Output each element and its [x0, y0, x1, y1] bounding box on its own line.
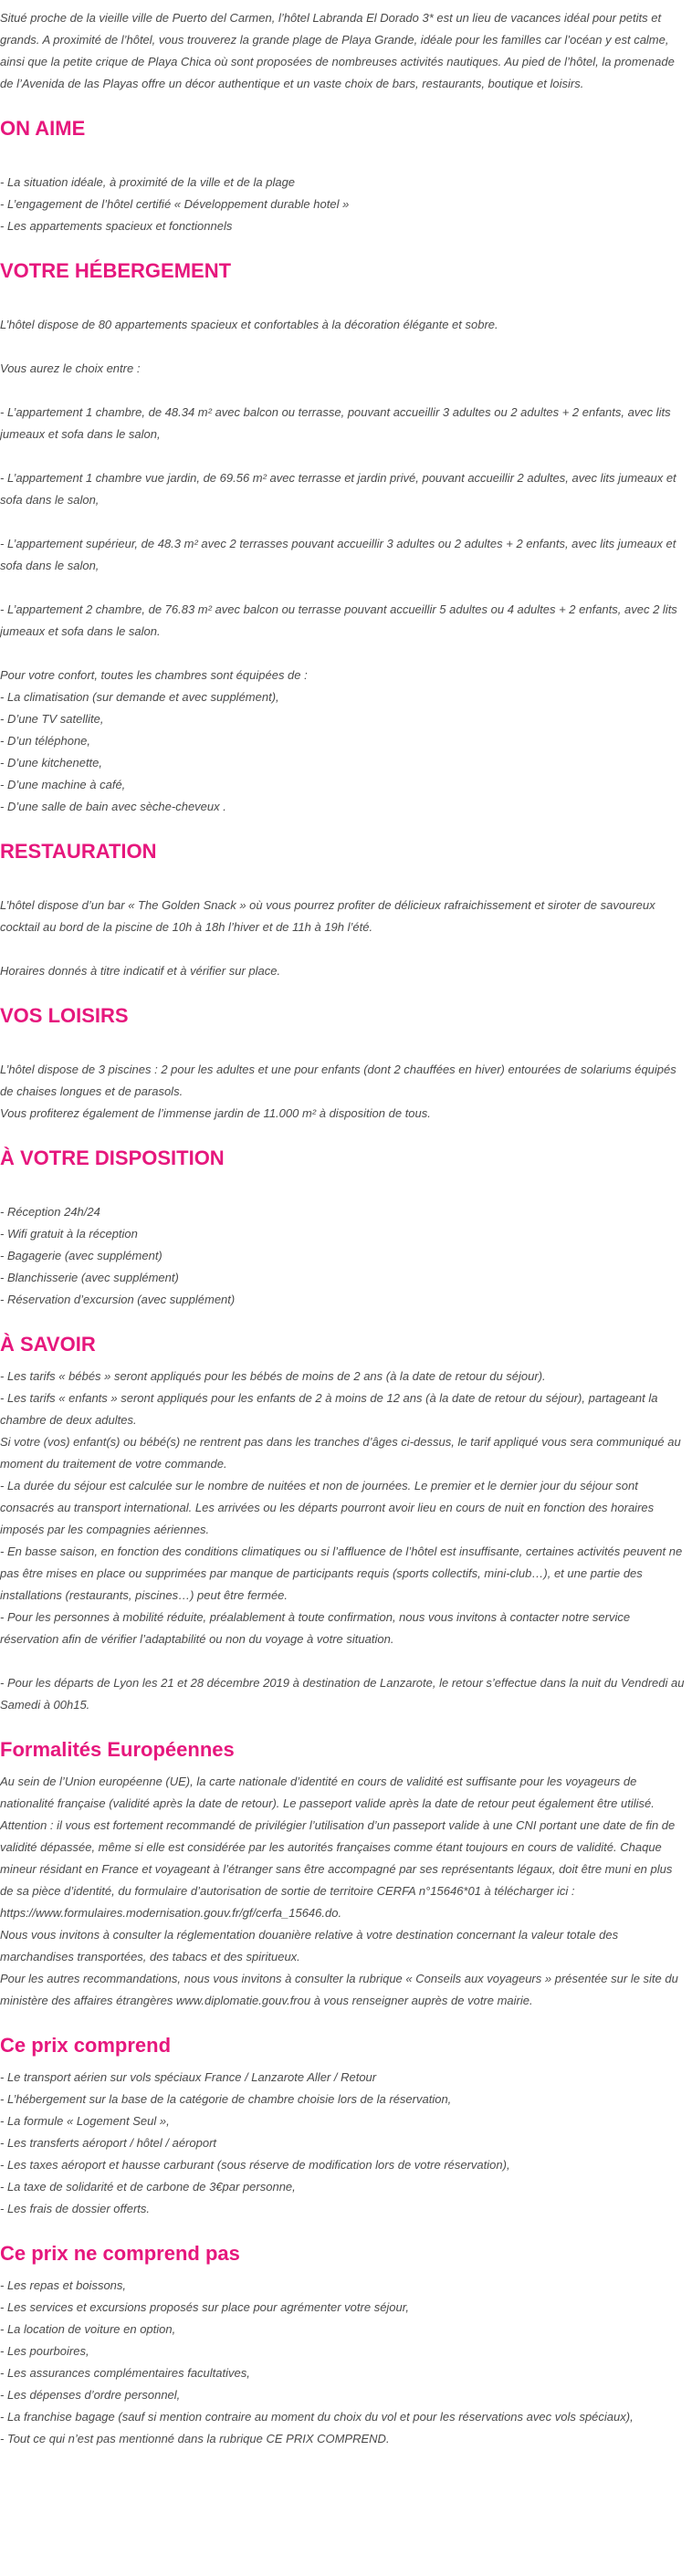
list-item: - Les repas et boissons, — [0, 2278, 127, 2292]
price-includes-list — [0, 2067, 685, 2220]
list-item: - Réception 24h/24 — [0, 1205, 100, 1219]
list-item: - Les dépenses d’ordre personnel, — [0, 2388, 181, 2402]
section-title-prix-ne-comprend-pas: Ce prix ne comprend pas — [0, 2242, 240, 2265]
section-title-restauration: RESTAURATION — [0, 840, 157, 863]
list-item: - La franchise bagage (sauf si mention contraire au moment du choix du vol et pour les réservations avec vols spéciaux), — [0, 2410, 634, 2424]
section-title-savoir: À SAVOIR — [0, 1333, 96, 1356]
section-title-formalites: Formalités Européennes — [0, 1738, 235, 1761]
list-item: - D’une kitchenette, — [0, 756, 103, 770]
list-item: - Les assurances complémentaires facultatives, — [0, 2366, 250, 2380]
comfort-intro: Pour votre confort, toutes les chambres sont équipées de : — [0, 668, 308, 682]
hebergement-intro: L’hôtel dispose de 80 appartements spacieux et confortables à la décoration élégante et sobre. — [0, 318, 498, 331]
list-item: - Les appartements spacieux et fonctionnels — [0, 219, 233, 233]
list-item: - Les pourboires, — [0, 2344, 89, 2358]
list-item: - La formule « Logement Seul », — [0, 2114, 170, 2128]
section-title-hebergement: VOTRE HÉBERGEMENT — [0, 259, 232, 282]
list-item: - L’hébergement sur la base de la catégorie de chambre choisie lors de la réservation, — [0, 2092, 452, 2106]
list-item: - L’engagement de l’hôtel certifié « Développement durable hotel » — [0, 197, 350, 211]
list-item: - Tout ce qui n’est pas mentionné dans la rubrique CE PRIX COMPREND. — [0, 2432, 390, 2445]
list-item: - Bagagerie (avec supplément) — [0, 1249, 163, 1262]
price-excludes-list — [0, 2275, 685, 2450]
list-item: - D’un téléphone, — [0, 734, 91, 748]
room-equipment-list — [0, 686, 685, 818]
list-item: - Réservation d’excursion (avec supplément) — [0, 1293, 236, 1306]
list-item: - La situation idéale, à proximité de la ville et de la plage — [0, 175, 296, 189]
list-item: - Les frais de dossier offerts. — [0, 2202, 151, 2215]
section-title-disposition: À VOTRE DISPOSITION — [0, 1147, 225, 1169]
intro-paragraph: Situé proche de la vieille ville de Puerto del Carmen, l’hôtel Labranda El Dorado 3* est un lieu de vacances idéal pour petits et grands. A proximité de l’hôtel, vous trouverez la grande plage de Playa Grande, idéale pour les familles car l’océan y est calme, ainsi que la petite crique de Playa Chica où sont proposées de nombreuses activités nautiques. Au pied de l’hôtel, la promenade de l’Avenida de las Playas offre un décor authentique et un vaste choix de bars, restaurants, boutique et loisirs. — [0, 11, 675, 90]
list-item: - D’une machine à café, — [0, 778, 126, 791]
services-list — [0, 1201, 685, 1311]
list-item: - Wifi gratuit à la réception — [0, 1227, 138, 1241]
section-title-loisirs: VOS LOISIRS — [0, 1004, 129, 1027]
list-item: - Blanchisserie (avec supplément) — [0, 1271, 179, 1284]
list-item: - D’une salle de bain avec sèche-cheveux . — [0, 800, 226, 813]
list-item: - D’une TV satellite, — [0, 712, 104, 726]
list-item: - La climatisation (sur demande et avec supplément), — [0, 690, 279, 704]
restauration-bar-description: L’hôtel dispose d’un bar « The Golden Snack » où vous pourrez profiter de délicieux rafraichissement et siroter de savoureux cocktail au bord de la piscine de 10h à 18h l’hiver et de 11h à 19h l’été. — [0, 898, 655, 934]
list-item: - La taxe de solidarité et de carbone de 3€par personne, — [0, 2180, 296, 2194]
section-title-prix-comprend: Ce prix comprend — [0, 2034, 172, 2057]
apartment-1-description: - L’appartement 1 chambre, de 48.34 m² avec balcon ou terrasse, pouvant accueillir 3 adultes ou 2 adultes + 2 enfants, avec lits jumeaux et sofa dans le salon, — [0, 405, 671, 441]
apartment-3-description: - L’appartement supérieur, de 48.3 m² avec 2 terrasses pouvant accueillir 3 adultes ou 2 adultes + 2 enfants, avec lits jumeaux et sofa dans le salon, — [0, 537, 676, 572]
list-item: - Le transport aérien sur vols spéciaux France / Lanzarote Aller / Retour — [0, 2070, 377, 2084]
section-title-on-aime: ON AIME — [0, 117, 86, 140]
restauration-hours-note: Horaires donnés à titre indicatif et à vérifier sur place. — [0, 964, 281, 978]
apartment-2-description: - L’appartement 1 chambre vue jardin, de 69.56 m² avec terrasse et jardin privé, pouvant accueillir 2 adultes, avec lits jumeaux et sofa dans le salon, — [0, 471, 676, 507]
list-item: - Les taxes aéroport et hausse carburant (sous réserve de modification lors de votre réservation), — [0, 2158, 510, 2172]
savoir-lyon-departures: - Pour les départs de Lyon les 21 et 28 décembre 2019 à destination de Lanzarote, le retour s’effectue dans la nuit du Vendredi au Samedi à 00h15. — [0, 1676, 685, 1712]
list-item: - La location de voiture en option, — [0, 2322, 176, 2336]
list-item: - Les transferts aéroport / hôtel / aéroport — [0, 2136, 217, 2150]
loisirs-description: L’hôtel dispose de 3 piscines : 2 pour les adultes et une pour enfants (dont 2 chauffées en hiver) entourées de solariums équipés de chaises longues et de parasols. Vous profiterez également de l’immense jardin de 11.000 m² à disposition de tous. — [0, 1063, 676, 1120]
list-item: - Les services et excursions proposés sur place pour agrémenter votre séjour, — [0, 2300, 409, 2314]
savoir-conditions: - Les tarifs « bébés » seront appliqués pour les bébés de moins de 2 ans (à la date de retour du séjour). - Les tarifs « enfants » seront appliqués pour les enfants de 2 à moins de 12 ans (à la date de retour du séjour), partageant la chambre de deux adultes. Si votre (vos) enfant(s) ou bébé(s) ne rentrent pas dans les tranches d’âges ci-dessus, le tarif appliqué vous sera communiqué au moment du traitement de votre commande. - La durée du séjour est calculée sur le nombre de nuitées et non de journées. Le premier et le dernier jour du séjour sont consacrés au transport international. Les arrivées ou les départs pourront avoir lieu en cours de nuit en fonction des horaires imposés par les compagnies aériennes. - En basse saison, en fonction des conditions climatiques ou si l’affluence de l’hôtel est insuffisante, certaines activités peuvent ne pas être mises en place ou supprimées par manque de participants requis (sports collectifs, mini-club…), et une partie des installations (restaurants, piscines…) peut être fermée. - Pour les personnes à mobilité réduite, préalablement à toute confirmation, nous vous invitons à contacter notre service réservation afin de vérifier l’adaptabilité ou non du voyage à votre situation. — [0, 1369, 683, 1646]
formalites-text: Au sein de l’Union européenne (UE), la carte nationale d’identité en cours de validité est suffisante pour les voyageurs de nationalité française (validité après la date de retour). Le passeport valide après la date de retour peut également être utilisé. Attention : il vous est fortement recommandé de privilégier l’utilisation d’un passeport valide à une CNI portant une date de fin de validité dépassée, même si elle est considérée par les autorités françaises comme étant toujours en cours de validité. Chaque mineur résidant en France et voyageant à l’étranger sans être accompagné par ses représentants légaux, doit être muni en plus de sa pièce d’identité, du formulaire d’autorisation de sortie de territoire CERFA n°15646*01 à télécharger ici : https://www.formulaires.modernisation.gouv.fr/gf/cerfa_15646.do. Nous vous invitons à consulter la réglementation douanière relative à votre destination concernant la valeur totale des marchandises transportées, des tabacs et des spiritueux. Pour les autres recommandations, nous vous invitons à consulter la rubrique « Conseils aux voyageurs » présentée sur le site du ministère des affaires étrangères www.diplomatie.gouv.frou à vous renseigner auprès de votre mairie. — [0, 1775, 678, 2007]
apartment-4-description: - L’appartement 2 chambre, de 76.83 m² avec balcon ou terrasse pouvant accueillir 5 adultes ou 4 adultes + 2 enfants, avec 2 lits jumeaux et sofa dans le salon. — [0, 602, 677, 638]
on-aime-list — [0, 172, 685, 237]
hebergement-choice-label: Vous aurez le choix entre : — [0, 361, 141, 375]
